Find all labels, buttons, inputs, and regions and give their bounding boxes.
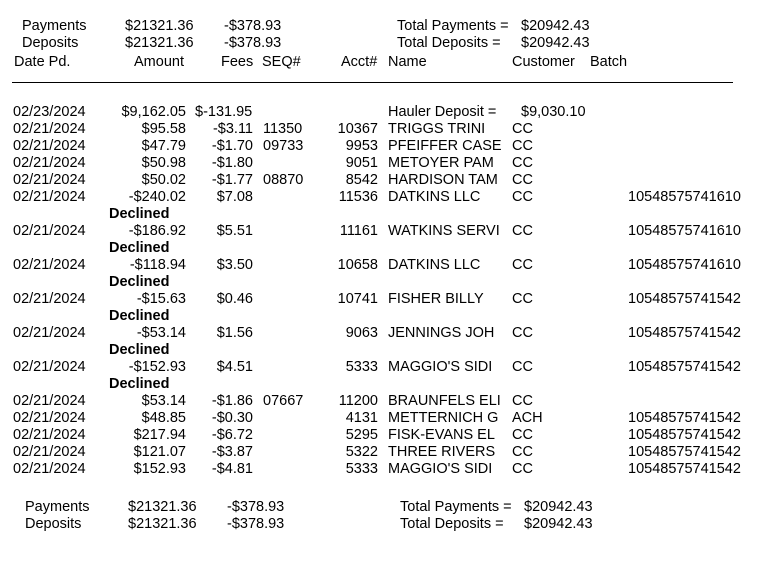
deposits-amount: $21321.36	[125, 35, 194, 51]
row-acct: 9953	[345, 138, 378, 154]
row-amount: $217.94	[133, 427, 186, 443]
row-name: PFEIFFER CASE	[388, 138, 502, 154]
payments-fees: -$378.93	[227, 499, 285, 515]
declined-label: Declined	[109, 376, 170, 392]
row-customer: CC	[512, 291, 533, 307]
header-seq: SEQ#	[262, 54, 301, 70]
total-payments-label: Total Payments =	[397, 18, 509, 34]
row-name: MAGGIO'S SIDI	[388, 461, 493, 477]
total-deposits-value: $20942.43	[521, 35, 590, 51]
row-date: 02/21/2024	[13, 223, 86, 239]
row-fees: -$6.72	[211, 427, 253, 443]
row-customer: CC	[512, 359, 533, 375]
row-fees: -$0.30	[211, 410, 253, 426]
header-customer: Customer	[512, 54, 575, 70]
row-amount: $121.07	[133, 444, 186, 460]
row-acct: 10741	[337, 291, 378, 307]
row-date: 02/21/2024	[13, 172, 86, 188]
row-batch: 10548575741610	[628, 257, 741, 273]
row-customer: CC	[512, 223, 533, 239]
row-acct: 11200	[338, 393, 378, 409]
header-acct: Acct#	[341, 54, 378, 70]
payments-amount: $21321.36	[128, 499, 197, 515]
row-date: 02/21/2024	[13, 359, 86, 375]
header-amount: Amount	[134, 54, 184, 70]
row-date: 02/21/2024	[13, 189, 86, 205]
row-amount: -$186.92	[128, 223, 186, 239]
row-customer: CC	[512, 172, 533, 188]
row-customer: CC	[512, 461, 533, 477]
deposits-amount: $21321.36	[128, 516, 197, 532]
row-customer: CC	[512, 189, 533, 205]
row-fees: $0.46	[216, 291, 253, 307]
declined-label: Declined	[109, 240, 170, 256]
payments-amount: $21321.36	[125, 18, 194, 34]
total-payments-label: Total Payments =	[400, 499, 512, 515]
hauler-deposit-label: Hauler Deposit =	[388, 104, 497, 120]
row-customer: CC	[512, 393, 533, 409]
row-acct: 9063	[345, 325, 378, 341]
total-payments-value: $20942.43	[524, 499, 593, 515]
declined-label: Declined	[109, 342, 170, 358]
row-fees: -$3.11	[212, 121, 253, 137]
row-date: 02/21/2024	[13, 461, 86, 477]
row-name: MAGGIO'S SIDI	[388, 359, 493, 375]
column-headers	[0, 54, 765, 75]
row-name: WATKINS SERVI	[388, 223, 500, 239]
row-date: 02/21/2024	[13, 155, 86, 171]
row-customer: CC	[512, 138, 533, 154]
row-amount: $95.58	[141, 121, 186, 137]
row-fees: -$1.70	[211, 138, 253, 154]
row-name: METTERNICH G	[388, 410, 499, 426]
row-name: METOYER PAM	[388, 155, 494, 171]
row-seq: 08870	[263, 172, 304, 188]
total-deposits-value: $20942.43	[524, 516, 593, 532]
declined-label: Declined	[109, 308, 170, 324]
row-name: HARDISON TAM	[388, 172, 498, 188]
row-amount: -$53.14	[136, 325, 186, 341]
declined-label: Declined	[109, 206, 170, 222]
row-name: FISHER BILLY	[388, 291, 484, 307]
row-amount: -$152.93	[128, 359, 186, 375]
row-batch: 10548575741542	[628, 325, 741, 341]
row-fees: $5.51	[216, 223, 253, 239]
row-fees: -$4.81	[211, 461, 253, 477]
payments-label: Payments	[25, 499, 90, 515]
row-batch: 10548575741542	[628, 427, 741, 443]
row-amount: -$240.02	[128, 189, 186, 205]
row-batch: 10548575741542	[628, 461, 741, 477]
row-fees: -$3.87	[211, 444, 253, 460]
row-date: 02/21/2024	[13, 410, 86, 426]
row-customer: CC	[512, 427, 533, 443]
row-acct: 11161	[339, 223, 378, 239]
row-acct: 5295	[345, 427, 378, 443]
row-customer: CC	[512, 257, 533, 273]
hauler-amount: $9,162.05	[121, 104, 186, 120]
row-fees: -$1.77	[211, 172, 253, 188]
row-acct: 5333	[345, 461, 378, 477]
header-batch: Batch	[590, 54, 628, 70]
deposits-fees: -$378.93	[227, 516, 285, 532]
row-seq: 09733	[263, 138, 304, 154]
row-customer: CC	[512, 121, 533, 137]
row-fees: -$1.80	[211, 155, 253, 171]
row-batch: 10548575741610	[628, 223, 741, 239]
row-seq: 07667	[263, 393, 304, 409]
row-name: THREE RIVERS	[388, 444, 496, 460]
row-amount: $50.98	[141, 155, 186, 171]
row-name: JENNINGS JOH	[388, 325, 495, 341]
hauler-deposit-value: $9,030.10	[521, 104, 586, 120]
row-customer: ACH	[512, 410, 543, 426]
row-date: 02/21/2024	[13, 291, 86, 307]
row-name: TRIGGS TRINI	[388, 121, 486, 137]
row-fees: $1.56	[216, 325, 253, 341]
row-acct: 5333	[345, 359, 378, 375]
row-acct: 8542	[345, 172, 378, 188]
row-amount: $47.79	[141, 138, 186, 154]
payments-label: Payments	[22, 18, 87, 34]
header-date: Date Pd.	[14, 54, 71, 70]
row-date: 02/21/2024	[13, 325, 86, 341]
row-batch: 10548575741542	[628, 359, 741, 375]
row-customer: CC	[512, 155, 533, 171]
row-name: FISK-EVANS EL	[388, 427, 495, 443]
row-name: BRAUNFELS ELI	[388, 393, 501, 409]
row-batch: 10548575741542	[628, 410, 741, 426]
row-acct: 11536	[338, 189, 378, 205]
total-deposits-label: Total Deposits =	[400, 516, 504, 532]
total-deposits-label: Total Deposits =	[397, 35, 501, 51]
row-seq: 11350	[263, 121, 303, 137]
row-date: 02/21/2024	[13, 427, 86, 443]
row-date: 02/21/2024	[13, 138, 86, 154]
deposits-fees: -$378.93	[224, 35, 282, 51]
header-fees: Fees	[221, 54, 254, 70]
row-batch: 10548575741542	[628, 444, 741, 460]
row-batch: 10548575741542	[628, 291, 741, 307]
row-fees: $7.08	[216, 189, 253, 205]
row-acct: 9051	[345, 155, 378, 171]
row-acct: 5322	[345, 444, 378, 460]
row-name: DATKINS LLC	[388, 189, 481, 205]
total-payments-value: $20942.43	[521, 18, 590, 34]
row-acct: 10658	[337, 257, 378, 273]
hauler-date: 02/23/2024	[13, 104, 86, 120]
payments-fees: -$378.93	[224, 18, 282, 34]
row-customer: CC	[512, 325, 533, 341]
row-amount: $50.02	[141, 172, 186, 188]
row-amount: $48.85	[141, 410, 186, 426]
declined-label: Declined	[109, 274, 170, 290]
deposits-label: Deposits	[25, 516, 82, 532]
row-fees: $3.50	[216, 257, 253, 273]
row-acct: 10367	[337, 121, 378, 137]
row-date: 02/21/2024	[13, 257, 86, 273]
deposits-label: Deposits	[22, 35, 79, 51]
row-date: 02/21/2024	[13, 444, 86, 460]
row-acct: 4131	[345, 410, 378, 426]
row-amount: -$15.63	[136, 291, 186, 307]
row-amount: $152.93	[133, 461, 186, 477]
header-name: Name	[388, 54, 427, 70]
row-date: 02/21/2024	[13, 393, 86, 409]
row-batch: 10548575741610	[628, 189, 741, 205]
row-amount: $53.14	[141, 393, 186, 409]
row-fees: $4.51	[216, 359, 253, 375]
row-name: DATKINS LLC	[388, 257, 481, 273]
row-customer: CC	[512, 444, 533, 460]
hauler-fees: $-131.95	[195, 104, 253, 120]
row-fees: -$1.86	[211, 393, 253, 409]
header-rule	[12, 82, 733, 83]
row-date: 02/21/2024	[13, 121, 86, 137]
row-amount: -$118.94	[129, 257, 186, 273]
